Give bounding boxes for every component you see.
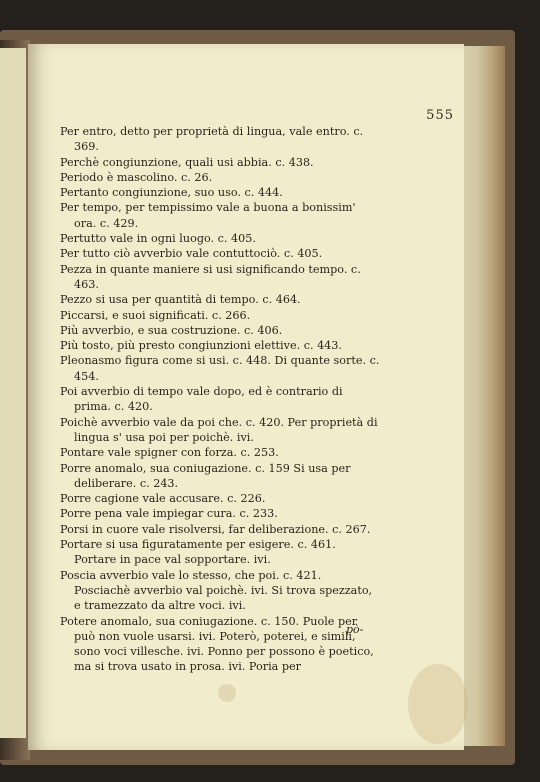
- index-entry: Piccarsi, e suoi significati. c. 266.: [60, 308, 251, 322]
- index-entry: Pertutto vale in ogni luogo. c. 405.: [60, 232, 256, 246]
- catchword: pò-: [346, 623, 364, 636]
- index-entry: Pontare vale spigner con forza. c. 253.: [60, 446, 279, 460]
- index-entry: Pleonasmo figura come si usi. c. 448. Di quante sorte. c. 454.: [60, 354, 380, 383]
- index-entry: Più tosto, più presto congiunzioni elettive. c. 443.: [60, 339, 342, 353]
- index-entry: Porre anomalo, sua coniugazione. c. 159 Si usa per deliberare. c. 243.: [60, 461, 351, 490]
- index-entry: Portare si usa figuratamente per esigere. c. 461. Portare in pace val sopportare. ivi.: [60, 538, 336, 567]
- index-entry: Potere anomalo, sua coniugazione. c. 150. Puole per può non vuole usarsi. ivi. Poterò, poterei, e simili, sono voci villesche. ivi. Ponno per possono è poetico, ma si trova usato in prosa. ivi. Poria per: [60, 614, 374, 674]
- index-entry: Perchè congiunzione, quali usi abbia. c. 438.: [60, 155, 314, 169]
- index-entry: Pertanto congiunzione, suo uso. c. 444.: [60, 186, 283, 200]
- page-stain: [218, 684, 236, 702]
- page-number: 555: [426, 108, 454, 123]
- index-entry: Porre cagione vale accusare. c. 226.: [60, 492, 266, 506]
- page-edges: [460, 46, 505, 746]
- left-page-edge: [0, 48, 26, 738]
- index-entry: Più avverbio, e sua costruzione. c. 406.: [60, 323, 283, 337]
- index-entry: Pezzo si usa per quantità di tempo. c. 464.: [60, 293, 301, 307]
- index-entry: Porre pena vale impiegar cura. c. 233.: [60, 507, 278, 521]
- index-entry: Porsi in cuore vale risolversi, far deliberazione. c. 267.: [60, 522, 371, 536]
- index-entry: Poichè avverbio vale da poi che. c. 420. Per proprietà di lingua s' usa poi per poichè. ivi.: [60, 415, 378, 444]
- page-stain: [408, 664, 468, 744]
- index-entry: Per entro, detto per proprietà di lingua, vale entro. c. 369.: [60, 125, 364, 154]
- index-entries: [60, 124, 380, 675]
- index-entry: Periodo è mascolino. c. 26.: [60, 170, 213, 184]
- index-entry: Poi avverbio di tempo vale dopo, ed è contrario di prima. c. 420.: [60, 385, 343, 414]
- index-entry: Poscia avverbio vale lo stesso, che poi. c. 421. Posciachè avverbio val poichè. ivi. Si trova spezzato, e tramezzato da altre voci. ivi.: [60, 568, 373, 613]
- index-entry: Per tutto ciò avverbio vale contuttociò. c. 405.: [60, 247, 323, 261]
- index-entry: Per tempo, per tempissimo vale a buona a bonissim' ora. c. 429.: [60, 201, 356, 230]
- index-entry: Pezza in quante maniere si usi significando tempo. c. 463.: [60, 262, 361, 291]
